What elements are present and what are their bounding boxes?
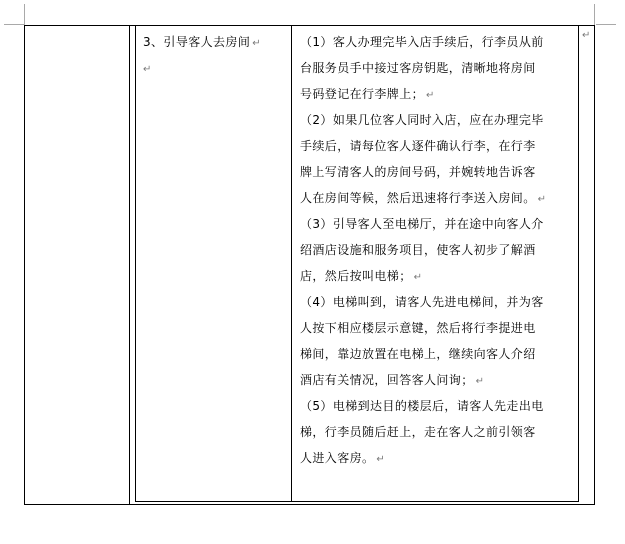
detail-line [300,133,546,159]
detail-line-text: 号码登记在行李牌上； [300,87,425,101]
detail-line [300,107,546,133]
detail-line [300,419,546,445]
table-border-right [594,25,595,505]
detail-line [300,393,546,419]
paragraph-mark: ↵ [252,38,262,49]
step-title: 3、引导客人去房间 [143,35,251,49]
detail-line-text: 人按下相应楼层示意键，然后将行李提进电 [300,321,536,335]
table-border-left [24,25,25,505]
table-border-top [24,25,595,26]
detail-line-text: 手续后，请每位客人逐件确认行李，在行李 [300,139,536,153]
column-divider-1 [129,25,130,505]
detail-line [300,237,546,263]
detail-line-text: 人在房间等候，然后迅速将行李送入房间。 [300,191,536,205]
detail-line [300,341,546,367]
detail-line [300,185,546,211]
paragraph-mark: ↵ [475,376,485,387]
detail-line [300,211,546,237]
paragraph-mark: ↵ [426,90,435,101]
detail-line [300,81,546,107]
crop-mark-top-right [594,4,595,26]
detail-line-text: 人进入客房。 [300,451,375,465]
detail-line-text: 梯，行李员随后赶上，走在客人之前引领客 [300,425,536,439]
detail-line [300,29,546,55]
detail-line [300,55,546,81]
detail-line-text: 酒店有关情况，回答客人问询； [300,373,474,387]
nested-table-left [135,25,136,502]
crop-mark-top-left-h [4,24,24,25]
detail-line-text: 台服务员手中接过客房钥匙，清晰地将房间 [300,61,536,75]
crop-mark-top-left [24,4,25,26]
row-end-mark: ↵ [582,30,591,41]
detail-line [300,315,546,341]
crop-mark-top-right-h [596,24,616,25]
detail-line-text: （5）电梯到达目的楼层后，请客人先走出电 [300,399,544,413]
detail-line [300,263,546,289]
detail-line [300,289,546,315]
paragraph-mark: ↵ [413,272,423,283]
paragraph-mark: ↵ [143,64,152,75]
detail-line-text: 梯间，靠边放置在电梯上，继续向客人介绍 [300,347,536,361]
nested-table-divider [291,25,292,502]
detail-line-text: （2）如果几位客人同时入店，应在办理完毕 [300,113,544,127]
paragraph-mark: ↵ [537,194,547,205]
paragraph-mark: ↵ [376,454,386,465]
nested-table-right [578,25,579,502]
detail-line-text: （3）引导客人至电梯厅，并在途中向客人介 [300,217,544,231]
detail-line-text: （4）电梯叫到，请客人先进电梯间，并为客 [300,295,544,309]
table-border-bottom [24,504,595,505]
detail-line-text: （1）客人办理完毕入店手续后，行李员从前 [300,35,544,49]
detail-line-text: 牌上写清客人的房间号码，并婉转地告诉客 [300,165,536,179]
detail-line [300,367,546,393]
nested-table-bottom [135,501,579,502]
detail-line-text: 绍酒店设施和服务项目，使客人初步了解酒 [300,243,536,257]
detail-line [300,445,546,471]
procedure-details-cell [300,29,546,471]
detail-line [300,159,546,185]
step-title-cell [143,29,261,81]
detail-line-text: 店，然后按叫电梯； [300,269,412,283]
